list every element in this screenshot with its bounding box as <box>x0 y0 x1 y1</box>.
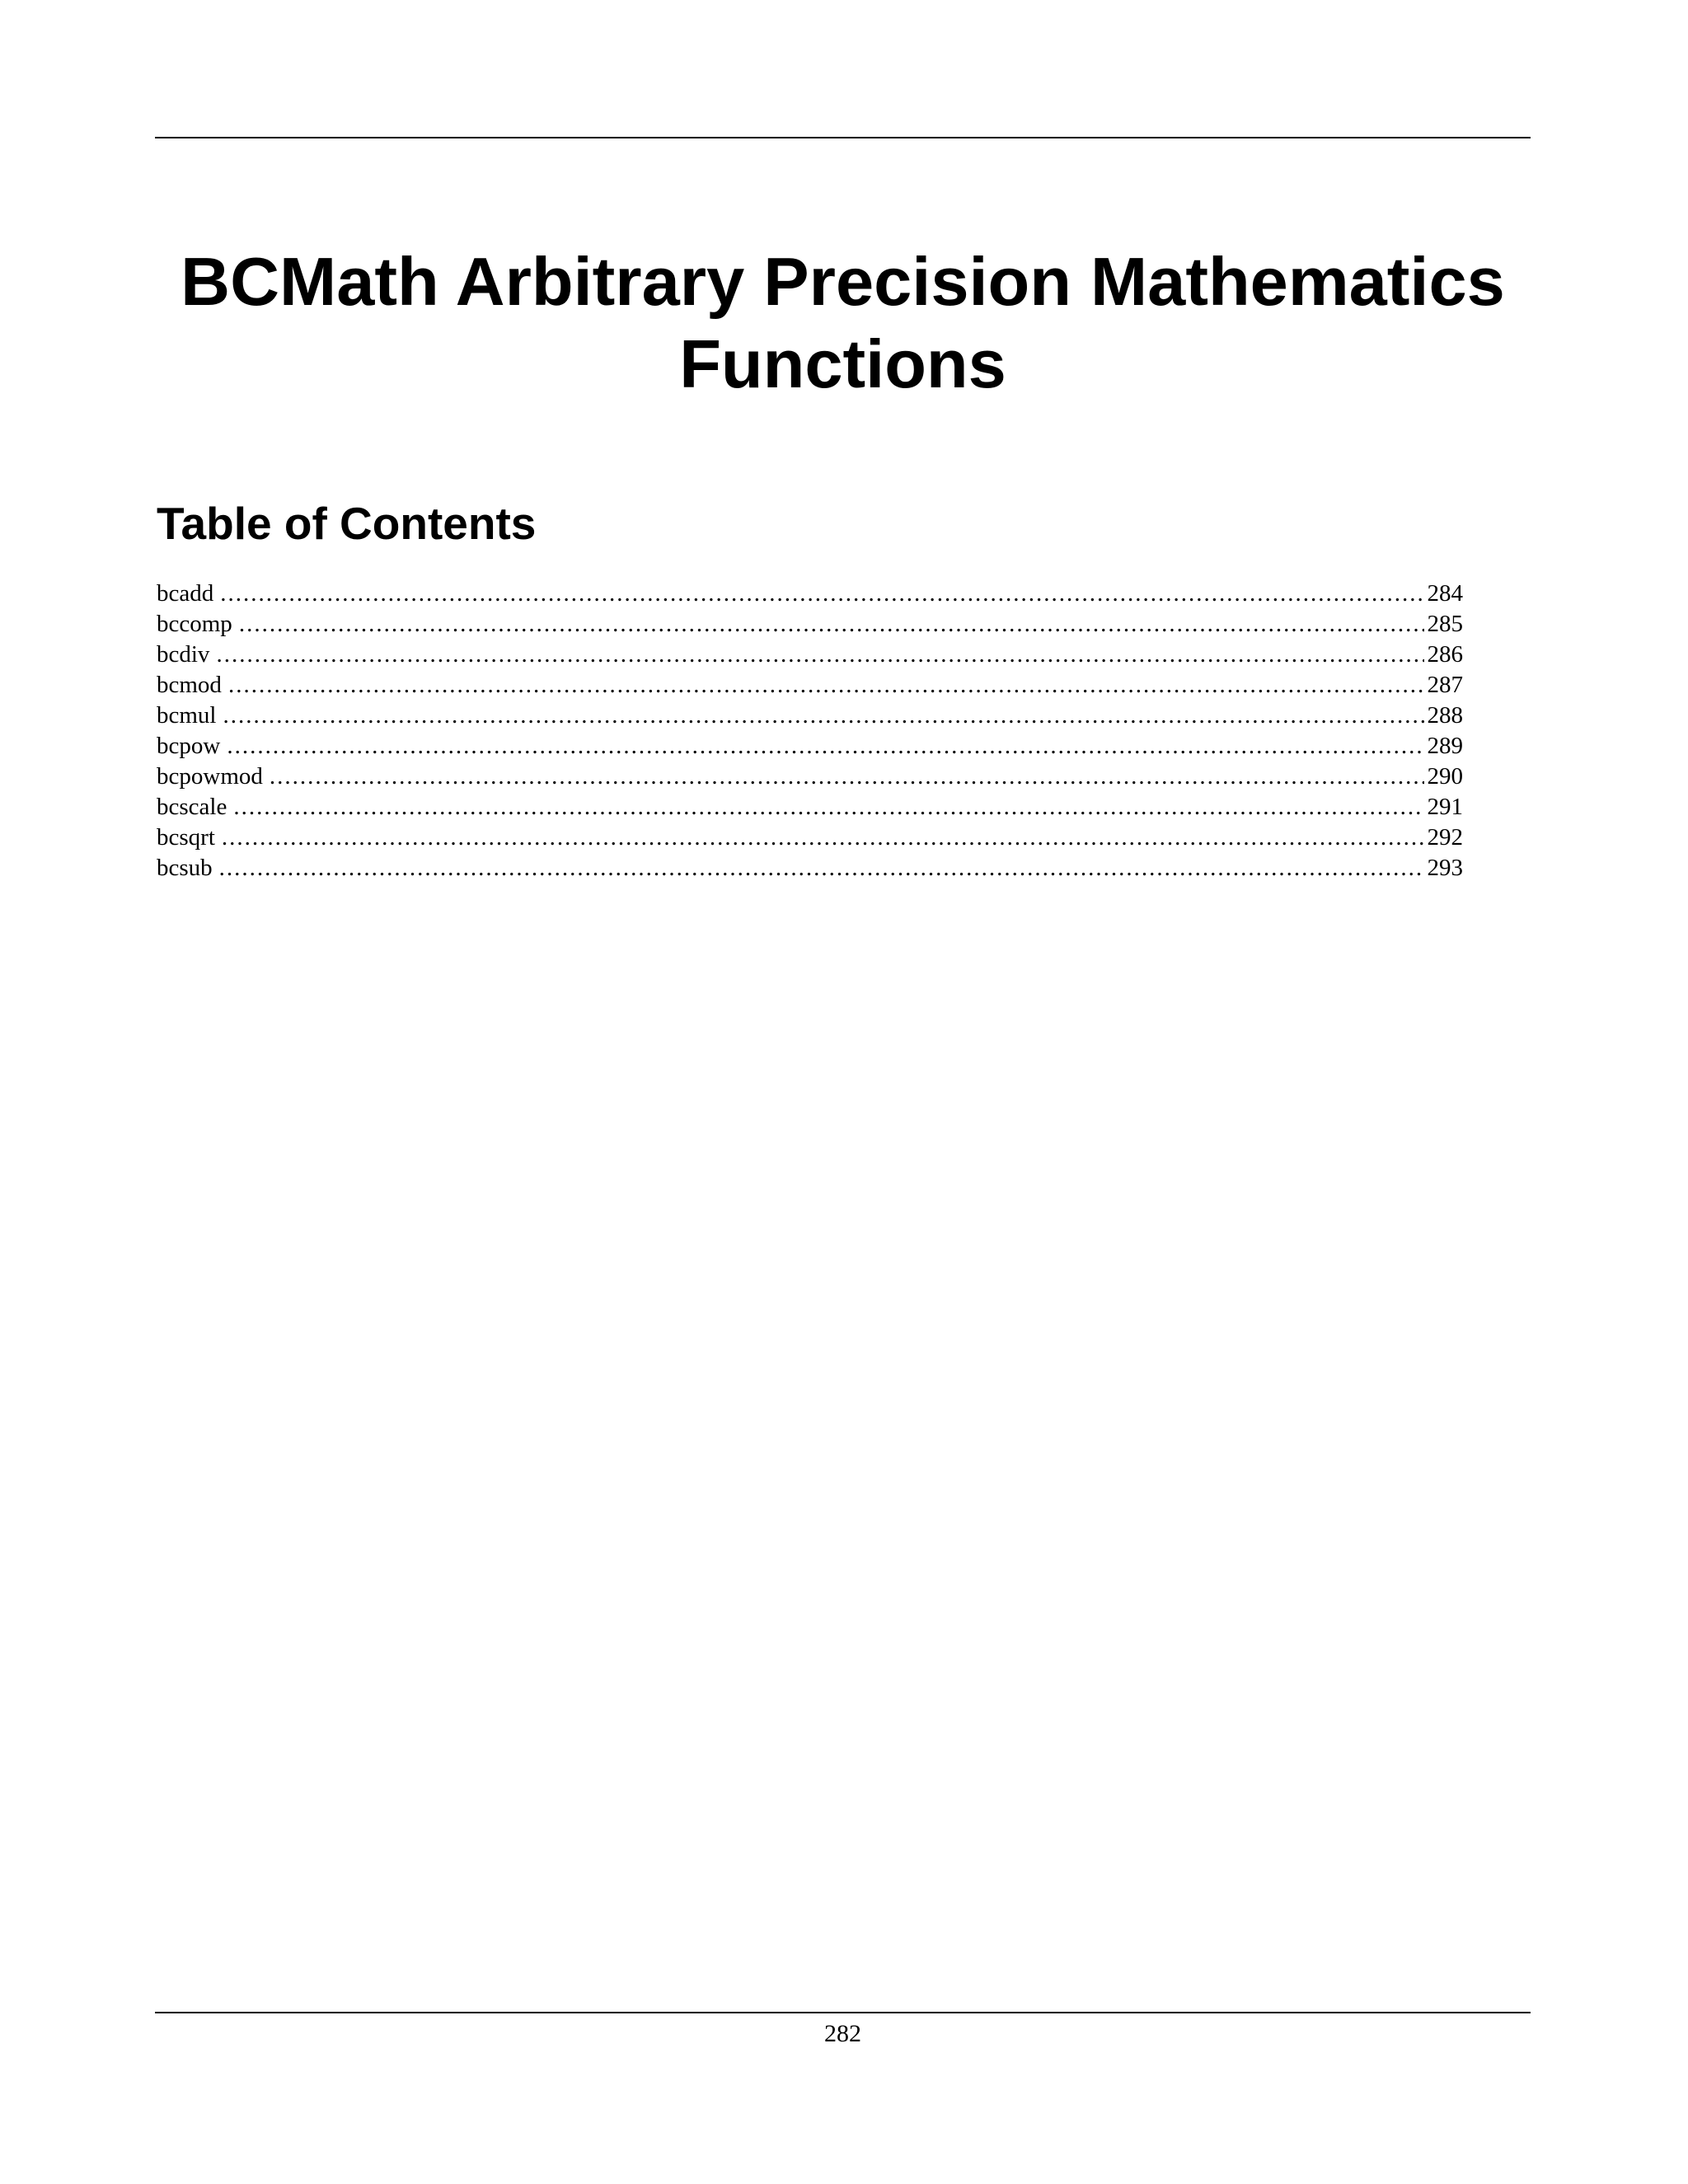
toc-entry-bcmul[interactable] <box>157 701 1463 731</box>
toc-entry-label: bcmod <box>157 672 222 698</box>
toc-entry-bcscale[interactable] <box>157 792 1463 823</box>
toc-leader-dots <box>239 609 1424 640</box>
toc-entry-page: 284 <box>1427 580 1463 607</box>
toc-entry-page: 289 <box>1427 733 1463 759</box>
toc-entry-page: 293 <box>1427 855 1463 881</box>
toc-entry-bcsub[interactable] <box>157 853 1463 883</box>
toc-entry-page: 287 <box>1427 672 1463 698</box>
toc-entry-page: 292 <box>1427 824 1463 851</box>
toc-entry-page: 288 <box>1427 702 1463 729</box>
toc-entry-bcdiv[interactable] <box>157 640 1463 670</box>
toc-entry-bcpowmod[interactable] <box>157 762 1463 792</box>
toc-entry-label: bcpow <box>157 733 221 759</box>
toc-entry-bcadd[interactable] <box>157 579 1463 609</box>
toc-entry-label: bccomp <box>157 611 232 637</box>
toc-entry-label: bcsqrt <box>157 824 215 851</box>
page-title: BCMath Arbitrary Precision Mathematics Functions <box>181 243 1505 402</box>
toc-leader-dots <box>233 792 1423 823</box>
toc-entry-label: bcdiv <box>157 641 210 668</box>
toc-leader-dots <box>223 701 1424 731</box>
toc-leader-dots <box>222 823 1424 853</box>
toc-entry-bcmod[interactable] <box>157 670 1463 701</box>
toc-leader-dots <box>270 762 1424 792</box>
page-number: 282 <box>824 2020 861 2047</box>
toc-entry-page: 291 <box>1427 794 1463 820</box>
toc-entry-bccomp[interactable] <box>157 609 1463 640</box>
toc-entry-label: bcsub <box>157 855 213 881</box>
toc-leader-dots <box>227 731 1423 762</box>
toc-leader-dots <box>228 670 1424 701</box>
toc-entry-page: 290 <box>1427 763 1463 790</box>
toc-entry-label: bcpowmod <box>157 763 263 790</box>
toc-entry-bcsqrt[interactable] <box>157 823 1463 853</box>
footer-rule <box>155 2012 1531 2013</box>
toc-entry-bcpow[interactable] <box>157 731 1463 762</box>
toc-heading: Table of Contents <box>157 498 537 549</box>
toc-entry-label: bcscale <box>157 794 227 820</box>
toc-entry-label: bcmul <box>157 702 217 729</box>
toc-leader-dots <box>219 853 1424 883</box>
toc-entry-page: 285 <box>1427 611 1463 637</box>
header-rule <box>155 137 1531 138</box>
toc-leader-dots <box>220 579 1423 609</box>
table-of-contents <box>157 579 1463 883</box>
toc-leader-dots <box>216 640 1423 670</box>
toc-entry-label: bcadd <box>157 580 214 607</box>
toc-entry-page: 286 <box>1427 641 1463 668</box>
